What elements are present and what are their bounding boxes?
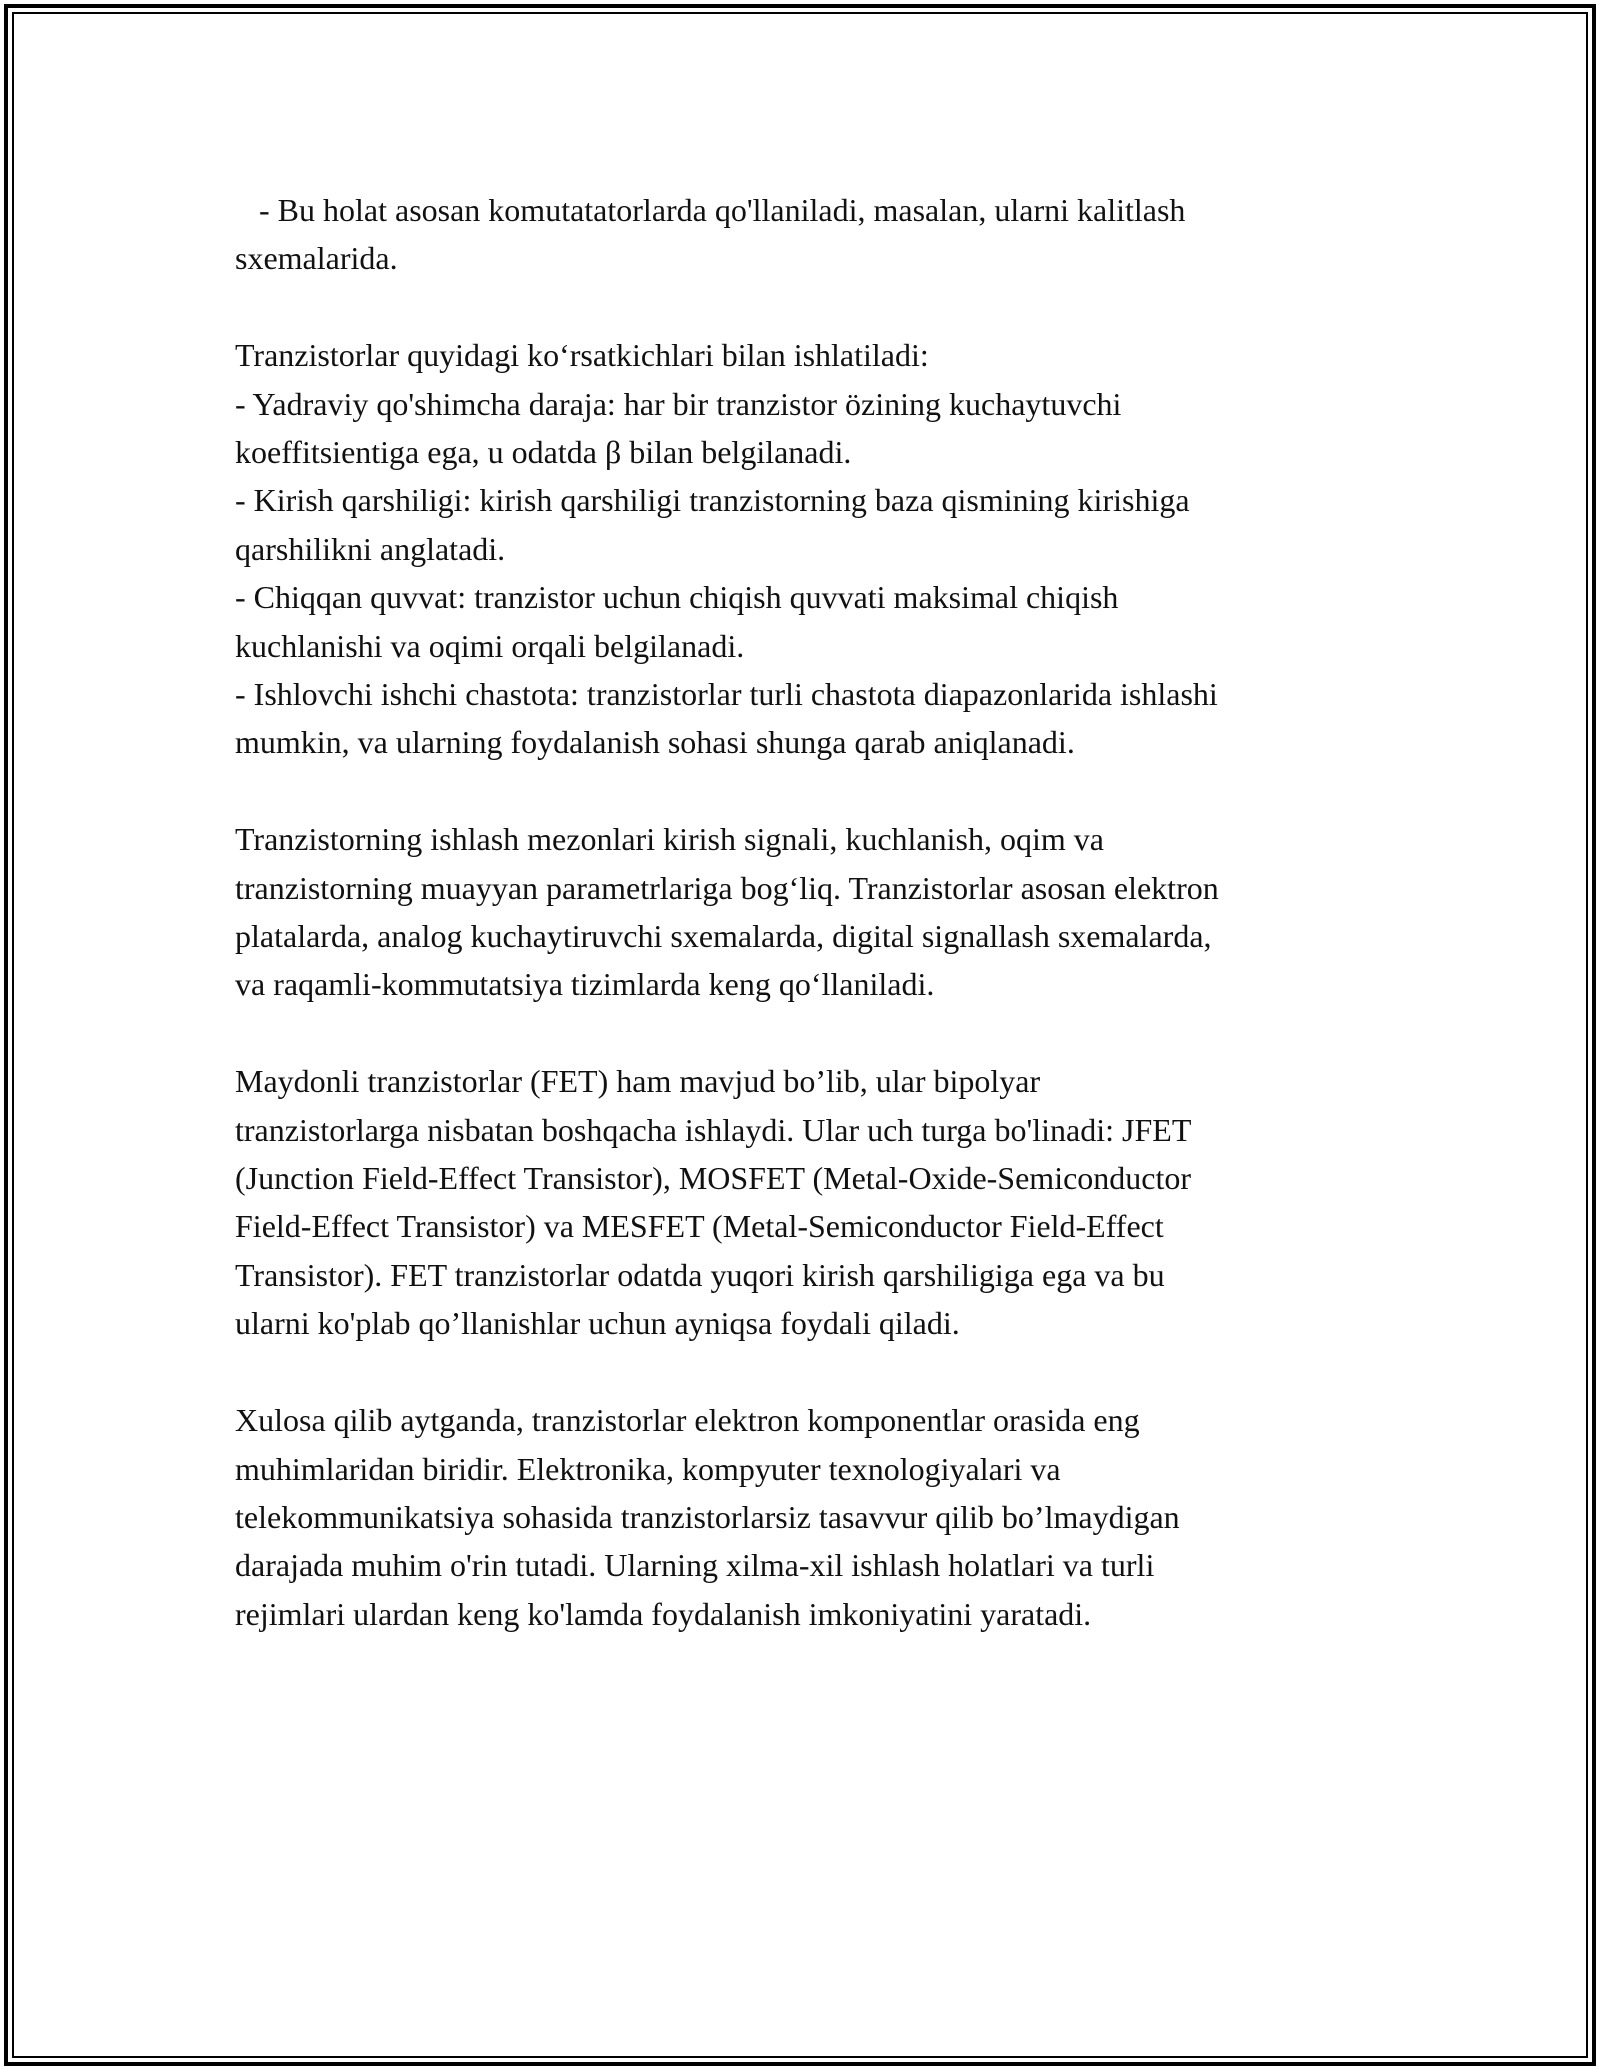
text-line: sxemalarida. (235, 240, 398, 277)
text-line: va raqamli-kommutatsiya tizimlarda keng qoʻllaniladi. (235, 966, 935, 1003)
text-line: qarshilikni anglatadi. (235, 530, 506, 567)
text-line: Field-Effect Transistor) va MESFET (Metal-Semiconductor Field-Effect (235, 1208, 1164, 1245)
text-line: - Kirish qarshiligi: kirish qarshiligi tranzistorning baza qismining kirishiga (235, 482, 1190, 519)
text-line: tranzistorlarga nisbatan boshqacha ishlaydi. Ular uch turga bo'linadi: JFET (235, 1111, 1192, 1148)
text-line: muhimlaridan biridir. Elektronika, kompyuter texnologiyalari va (235, 1450, 1061, 1487)
paragraph-gap (235, 283, 1375, 331)
paragraph-gap (235, 1348, 1375, 1396)
text-line: Maydonli tranzistorlar (FET) ham mavjud bo’lib, ular bipolyar (235, 1063, 1041, 1100)
text-line: Xulosa qilib aytganda, tranzistorlar elektron komponentlar orasida eng (235, 1402, 1140, 1439)
text-line: platalarda, analog kuchaytiruvchi sxemalarda, digital signallash sxemalarda, (235, 918, 1212, 955)
text-line: - Bu holat asosan komutatatorlarda qo'llaniladi, masalan, ularni kalitlash (235, 192, 1186, 228)
text-line: telekommunikatsiya sohasida tranzistorlarsiz tasavvur qilib bo’lmaydigan (235, 1498, 1180, 1535)
text-line: koeffitsientiga ega, u odatda β bilan belgilanadi. (235, 434, 852, 471)
text-line: kuchlanishi va oqimi orqali belgilanadi. (235, 627, 745, 664)
text-line: Transistor). FET tranzistorlar odatda yuqori kirish qarshiligiga ega va bu (235, 1256, 1165, 1293)
text-line: Tranzistorning ishlash mezonlari kirish signali, kuchlanish, oqim va (235, 821, 1104, 858)
text-line: ularni ko'plab qo’llanishlar uchun ayniqsa foydali qiladi. (235, 1305, 960, 1342)
text-line: - Chiqqan quvvat: tranzistor uchun chiqish quvvati maksimal chiqish (235, 579, 1119, 616)
text-line: (Junction Field-Effect Transistor), MOSFET (Metal-Oxide-Semiconductor (235, 1160, 1192, 1197)
paragraph-gap (235, 767, 1375, 815)
document-body (235, 186, 1375, 1638)
paragraph-gap (235, 1009, 1375, 1057)
text-line: darajada muhim o'rin tutadi. Ularning xilma-xil ishlash holatlari va turli (235, 1547, 1155, 1584)
text-line: - Ishlovchi ishchi chastota: tranzistorlar turli chastota diapazonlarida ishlashi (235, 676, 1218, 713)
text-line: tranzistorning muayyan parametrlariga bogʻliq. Tranzistorlar asosan elektron (235, 869, 1219, 906)
text-line: rejimlari ulardan keng ko'lamda foydalanish imkoniyatini yaratadi. (235, 1595, 1092, 1632)
text-line: mumkin, va ularning foydalanish sohasi shunga qarab aniqlanadi. (235, 724, 1075, 761)
text-line: - Yadraviy qo'shimcha daraja: har bir tranzistor özining kuchaytuvchi (235, 385, 1122, 422)
text-line: Tranzistorlar quyidagi koʻrsatkichlari bilan ishlatiladi: (235, 337, 929, 374)
